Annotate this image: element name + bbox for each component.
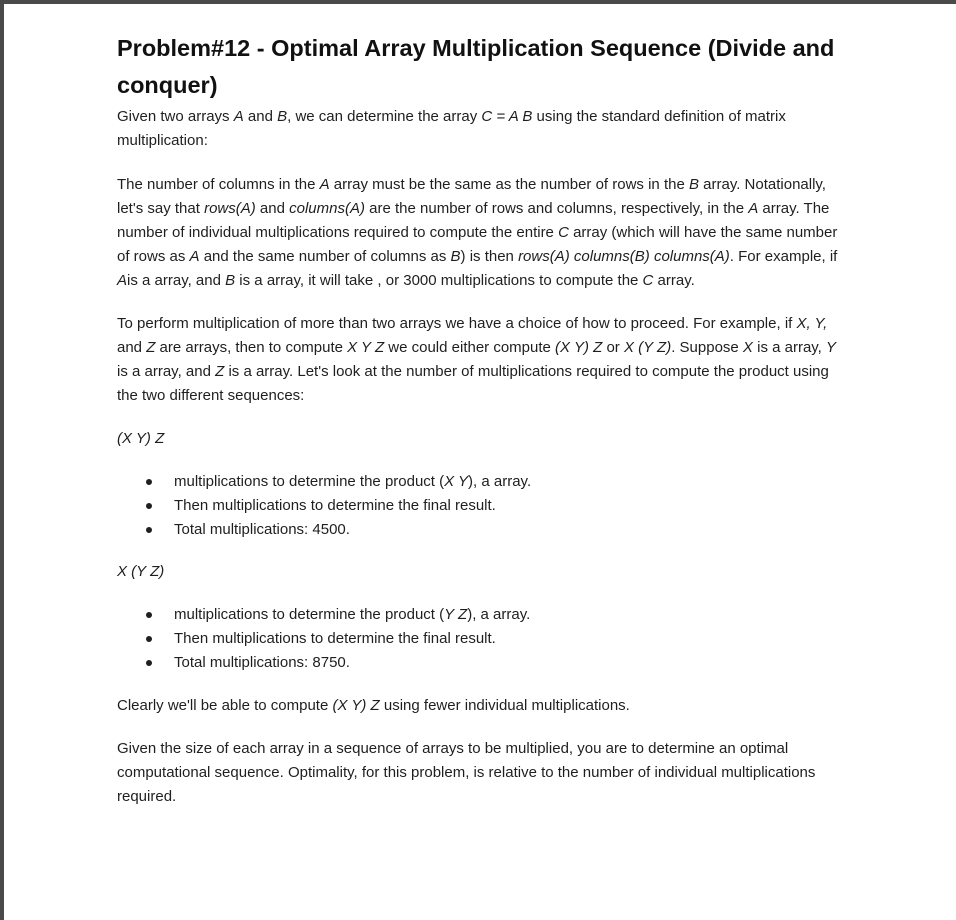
list-item: Total multiplications: 4500. [117, 518, 847, 542]
problem-title: Problem#12 - Optimal Array Multiplication Sequence (Divide and conquer) [117, 35, 835, 98]
case-x-yz-label: X (Y Z) [117, 563, 165, 580]
sequence-paragraph: To perform multiplication of more than two arrays we have a choice of how to proceed. For example, if X, Y, and Z are arrays, then to compute X Y Z we could either compute (X Y) Z or X (Y Z). Suppose X is a array, Y is a array, and Z is a array. Let's look at the number of multiplications required to compute the product using the two different sequences: [117, 315, 837, 404]
task-paragraph: Given the size of each array in a sequence of arrays to be multiplied, you are to determine an optimal computational sequence. Optimality, for this problem, is relative to the number of individual multiplications required. [117, 740, 816, 805]
case-xy-z-label: (X Y) Z [117, 430, 165, 447]
intro-paragraph: Given two arrays A and B, we can determine the array C = A B using the standard definition of matrix multiplication: [117, 108, 786, 149]
dimensions-paragraph: The number of columns in the A array must be the same as the number of rows in the B array. Notationally, let's say that rows(A) and columns(A) are the number of rows and columns, respectively, in the A array. The number of individual multiplications required to compute the entire C array (which will have the same number of rows as A and the same number of columns as B) is then rows(A) columns(B) columns(A). For example, if Ais a array, and B is a array, it will take , or 3000 multiplications to compute the C array. [117, 176, 838, 289]
case-x-yz-list [117, 603, 847, 675]
list-item: Then multiplications to determine the final result. [117, 627, 847, 651]
viewer-top-border [0, 0, 956, 4]
conclusion-paragraph: Clearly we'll be able to compute (X Y) Z using fewer individual multiplications. [117, 697, 630, 714]
document-page [117, 30, 847, 809]
viewer-left-border [0, 0, 4, 920]
list-item: multiplications to determine the product (X Y), a array. [117, 470, 847, 494]
list-item: Total multiplications: 8750. [117, 651, 847, 675]
list-item: Then multiplications to determine the final result. [117, 494, 847, 518]
list-item: multiplications to determine the product (Y Z), a array. [117, 603, 847, 627]
case-xy-z-list [117, 470, 847, 542]
